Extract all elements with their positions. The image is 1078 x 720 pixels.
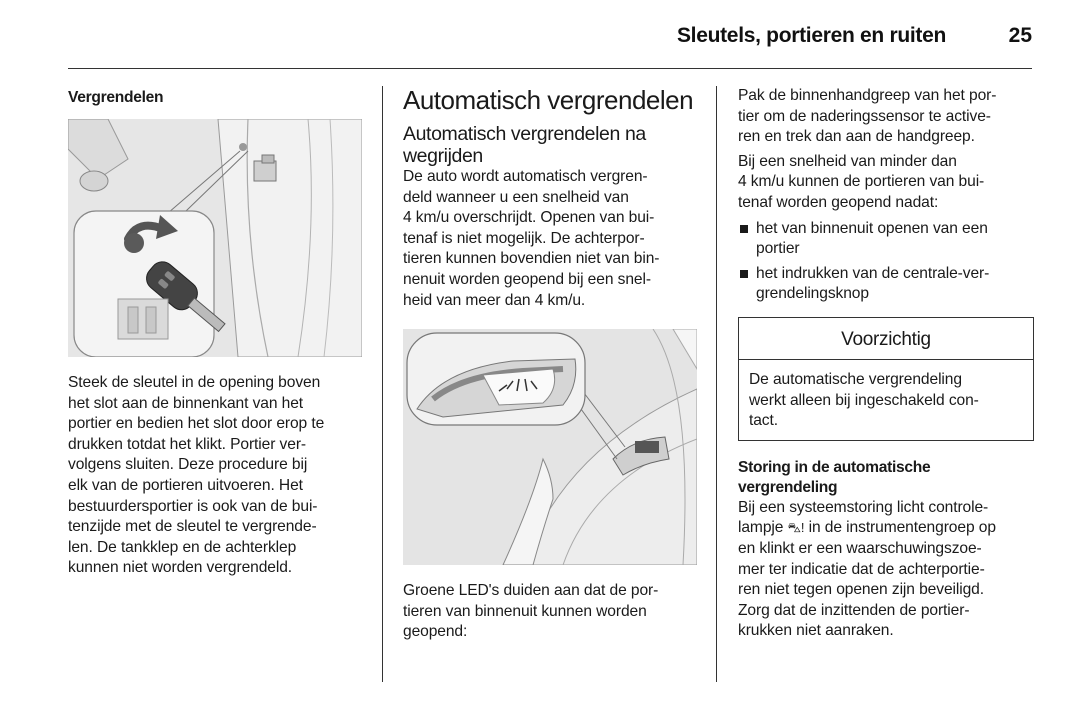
column-2: [403, 86, 699, 643]
condition-list: [738, 219, 1034, 305]
section-title-automatisch-vergrendelen: Automatisch vergrendelen: [403, 85, 694, 115]
column-3: [738, 86, 1034, 642]
fault-heading: Storing in de automatische vergrendeling: [738, 458, 931, 496]
list-item: het van binnenuit openen van een portier: [738, 219, 1034, 260]
header-divider: [68, 68, 1032, 69]
caution-box: [738, 317, 1034, 441]
caution-text: De automatische vergrendeling werkt alleen bij ingeschakeld con- tact.: [749, 370, 979, 430]
caution-title: Voorzichtig: [739, 318, 1033, 360]
bullet-square-icon: [740, 225, 748, 233]
key-in-door-lock-illustration: [68, 119, 362, 357]
speed-condition-paragraph: Bij een snelheid van minder dan 4 km/u kunnen de portieren van bui- tenaf worden geopend nadat:: [738, 152, 985, 211]
column-1: [68, 86, 366, 579]
subsection-title: Automatisch vergrendelen na wegrijden: [403, 123, 646, 167]
auto-lock-paragraph: De auto wordt automatisch vergren- deld wanneer u een snelheid van 4 km/u overschrijdt. Openen van bui- tenaf is niet mogelijk. De achterpor- tieren kunnen bovendien niet van bin- nenuit worden geopend bij een snel- heid van meer dan 4 km/u.: [403, 168, 660, 309]
led-caption: Groene LED's duiden aan dat de por- tieren van binnenuit kunnen worden geopend:: [403, 582, 659, 641]
column-divider: [382, 86, 383, 682]
interior-door-handle-led-illustration: [403, 329, 697, 565]
page-number: 25: [1008, 24, 1032, 47]
lock-instructions-paragraph: Steek de sleutel in de opening boven het slot aan de binnenkant van het portier en bedien het slot door erop te drukken totdat het klikt. Portier ver- volgens sluiten. Deze procedure bij elk van de portieren uitvoeren. Het bestuurdersportier is ook van de bui- tenzijde met de sleutel te vergrende- len. De tankklep en de achterklep kunnen niet worden vergrendeld.: [68, 374, 325, 577]
column-divider: [716, 86, 717, 682]
section-heading-vergrendelen: Vergrendelen: [68, 89, 164, 106]
page-header-title: Sleutels, portieren en ruiten: [676, 24, 946, 47]
fault-paragraph: Bij een systeemstoring licht controle- lampje ⛍! in de instrumentengroep op en klinkt er een waarschuwingszoe- mer ter indicatie dat de achterportie- ren niet tegen openen zijn beveiligd. Zorg dat de inzittenden de portier- krukken niet aanraken.: [738, 498, 996, 640]
bullet-square-icon: [740, 270, 748, 278]
door-lock-warning-icon: ⛍!: [787, 520, 805, 536]
handle-sensor-paragraph: Pak de binnenhandgreep van het por- tier om de naderingssensor te active- ren en trek dan aan de handgreep.: [738, 87, 997, 146]
list-item: het indrukken van de centrale-ver- grendelingsknop: [738, 264, 1034, 305]
